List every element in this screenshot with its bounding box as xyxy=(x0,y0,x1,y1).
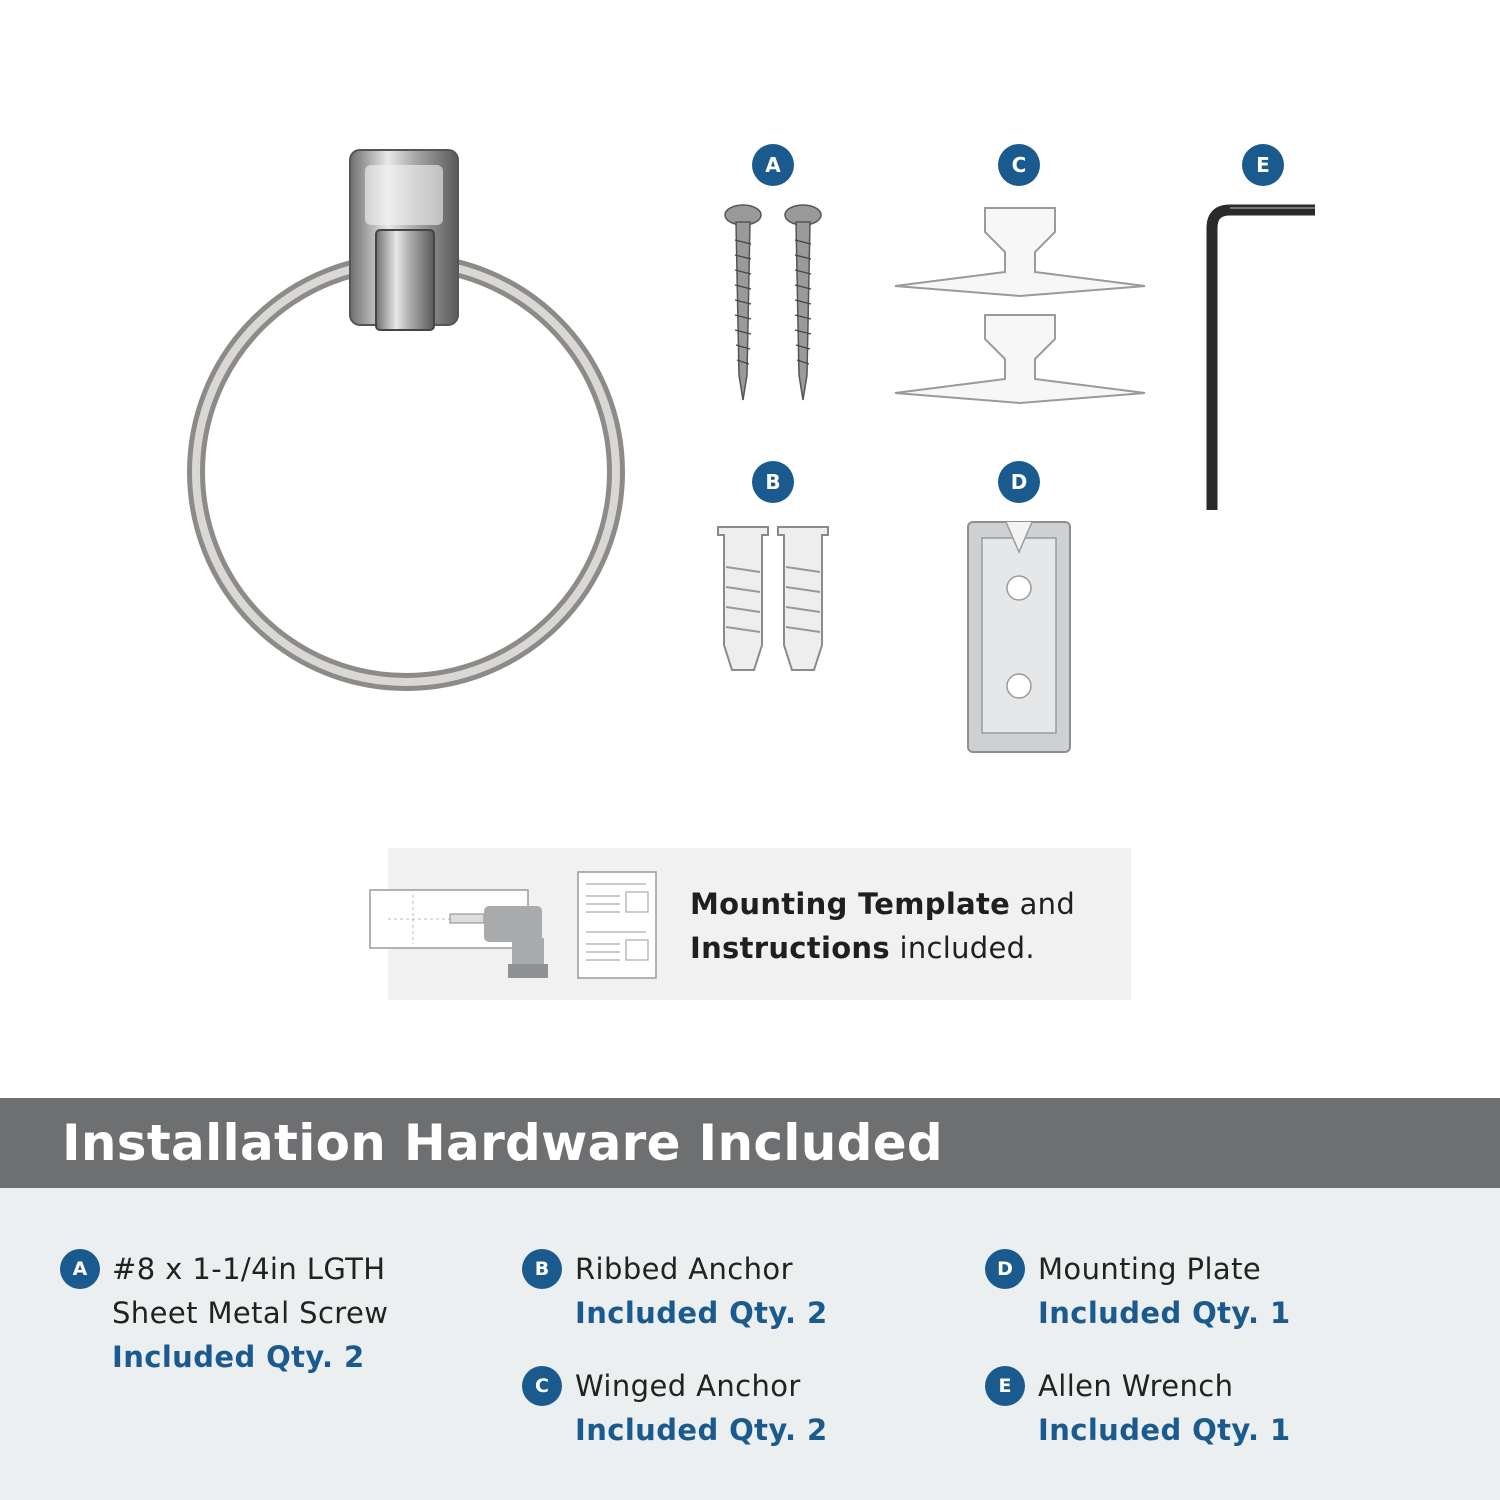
list-item-allen-wrench xyxy=(1038,1364,1291,1452)
winged-anchors-illustration xyxy=(890,200,1150,410)
item-name-line1: Allen Wrench xyxy=(1038,1369,1234,1403)
section-title: Installation Hardware Included xyxy=(62,1114,944,1172)
part-badge-c: C xyxy=(998,144,1040,186)
item-badge-c: C xyxy=(522,1366,562,1406)
banner-line1-rest: and xyxy=(1010,887,1076,921)
item-name-line1: Winged Anchor xyxy=(575,1369,801,1403)
item-name-line1: Mounting Plate xyxy=(1038,1252,1262,1286)
banner-line2-rest: included. xyxy=(889,931,1035,965)
part-badge-e: E xyxy=(1242,144,1284,186)
item-name-line2: Sheet Metal Screw xyxy=(112,1296,389,1330)
allen-wrench-illustration xyxy=(1200,200,1320,515)
list-item-screw xyxy=(112,1247,388,1379)
item-badge-a: A xyxy=(60,1249,100,1289)
item-name-line1: Ribbed Anchor xyxy=(575,1252,793,1286)
instructions-document-icon xyxy=(576,870,658,980)
item-qty: Included Qty. 1 xyxy=(1038,1296,1291,1330)
part-badge-a: A xyxy=(752,144,794,186)
list-item-ribbed-anchor xyxy=(575,1247,828,1335)
drill-template-icon xyxy=(368,880,553,980)
list-item-winged-anchor xyxy=(575,1364,828,1452)
item-badge-e: E xyxy=(985,1366,1025,1406)
item-qty: Included Qty. 2 xyxy=(575,1296,828,1330)
item-name-line1: #8 x 1-1/4in LGTH xyxy=(112,1252,386,1286)
mounting-plate-illustration xyxy=(964,518,1074,758)
banner-line1-bold: Mounting Template xyxy=(690,887,1011,921)
banner-line2-bold: Instructions xyxy=(690,931,890,965)
mounting-template-text xyxy=(690,882,1075,970)
towel-ring-illustration xyxy=(170,140,640,700)
list-item-mounting-plate xyxy=(1038,1247,1291,1335)
item-qty: Included Qty. 2 xyxy=(575,1413,828,1447)
screws-illustration xyxy=(718,200,828,405)
item-qty: Included Qty. 1 xyxy=(1038,1413,1291,1447)
part-badge-d: D xyxy=(998,461,1040,503)
item-badge-d: D xyxy=(985,1249,1025,1289)
ribbed-anchors-illustration xyxy=(712,522,832,677)
item-qty: Included Qty. 2 xyxy=(112,1340,365,1374)
part-badge-b: B xyxy=(752,461,794,503)
item-badge-b: B xyxy=(522,1249,562,1289)
